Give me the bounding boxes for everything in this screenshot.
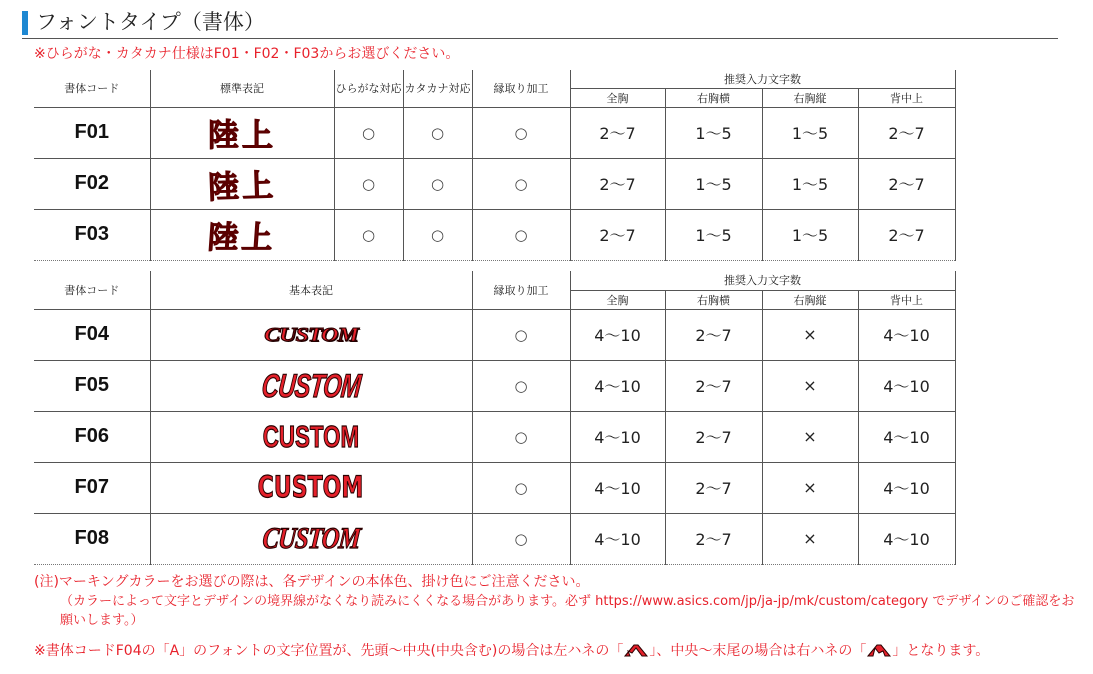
footnote-f04-a-position [34,641,989,663]
chest-count: 4～10 [570,309,665,360]
border-support: ○ [472,107,570,158]
font-sample [150,309,472,360]
table-row [34,360,955,411]
a-left-hook-icon [623,643,649,663]
page-title: フォントタイプ（書体） [36,10,265,34]
font-sample [150,513,472,564]
font-code: F05 [34,360,150,411]
right-h-count: 2～7 [665,360,762,411]
font-sample [150,209,334,260]
chest-count: 4～10 [570,360,665,411]
right-h-count: 1～5 [665,158,762,209]
font-sample [150,462,472,513]
right-h-count: 2～7 [665,462,762,513]
header-katakana: カタカナ対応 [403,70,472,107]
table-row [34,158,955,209]
footnote-text-a: ※書体コードF04の「A」のフォントの文字位置が、先頭～中央(中央含む)の場合は左ハネの「 [34,643,624,659]
border-support: ○ [472,158,570,209]
katakana-support: ○ [403,107,472,158]
footnote-text-b: 」、中央～末尾の場合は右ハネの「 [649,643,867,659]
header-standard: 標準表記 [150,70,334,107]
border-support: ○ [472,462,570,513]
back-count: 4～10 [858,360,955,411]
font-code: F08 [34,513,150,564]
hiragana-support: ○ [334,158,403,209]
table-row [34,513,955,564]
chest-count: 2～7 [570,107,665,158]
right-v-count: × [762,411,858,462]
header-code: 書体コード [34,70,150,107]
header-right-h: 右胸横 [665,290,762,309]
font-code: F03 [34,209,150,260]
header-hiragana: ひらがな対応 [334,70,403,107]
header-back: 背中上 [858,88,955,107]
header-code: 書体コード [34,271,150,309]
section-title [22,8,1058,39]
header-back: 背中上 [858,290,955,309]
font-code: F06 [34,411,150,462]
header-right-v: 右胸縦 [762,88,858,107]
right-h-count: 2～7 [665,411,762,462]
back-count: 4～10 [858,411,955,462]
font-code: F02 [34,158,150,209]
a-right-hook-icon [866,643,892,663]
back-count: 2～7 [858,107,955,158]
font-sample [150,107,334,158]
back-count: 2～7 [858,209,955,260]
sample-text: 陸上 [208,118,276,154]
header-chest: 全胸 [570,88,665,107]
sample-text: CUSTOM [264,323,358,346]
font-sample [150,411,472,462]
header-basic: 基本表記 [150,271,472,309]
katakana-support: ○ [403,158,472,209]
font-table-2 [34,271,956,565]
right-v-count: 1～5 [762,158,858,209]
header-border: 縁取り加工 [472,70,570,107]
right-v-count: 1～5 [762,107,858,158]
sample-text: 陸上 [206,220,278,255]
font-sample [150,360,472,411]
sample-text: CUSTOM [260,367,362,404]
right-h-count: 1～5 [665,209,762,260]
font-table-1 [34,70,956,261]
hiragana-support: ○ [334,209,403,260]
right-h-count: 2～7 [665,309,762,360]
font-code: F04 [34,309,150,360]
right-v-count: × [762,513,858,564]
right-v-count: 1～5 [762,209,858,260]
font-sample [150,158,334,209]
sample-text: CUSTOM [261,521,362,555]
sample-text: 陸上 [207,167,277,207]
table-row [34,462,955,513]
header-border: 縁取り加工 [472,271,570,309]
border-support: ○ [472,309,570,360]
table-row [34,411,955,462]
border-support: ○ [472,209,570,260]
footnote-text-c: 」となります。 [892,643,990,659]
back-count: 2～7 [858,158,955,209]
chest-count: 4～10 [570,411,665,462]
note-hiragana-katakana: ※ひらがな・カタカナ仕様はF01・F02・F03からお選びください。 [34,46,460,62]
chest-count: 2～7 [570,209,665,260]
border-support: ○ [472,513,570,564]
title-accent-bar [22,11,28,35]
footnote-color-detail: （カラーによって文字とデザインの境界線がなくなり読みにくくなる場合があります。必ず https://www.asics.com/jp/ja-jp/mk/custom/category でデザインのご確認をお願いします。） [60,594,1075,628]
table-row [34,107,955,158]
border-support: ○ [472,411,570,462]
table-row [34,309,955,360]
font-code: F07 [34,462,150,513]
right-v-count: × [762,462,858,513]
header-right-h: 右胸横 [665,88,762,107]
header-recommended: 推奨入力文字数 [570,271,955,290]
header-right-v: 右胸縦 [762,290,858,309]
back-count: 4～10 [858,309,955,360]
table-row [34,209,955,260]
back-count: 4～10 [858,462,955,513]
chest-count: 4～10 [570,462,665,513]
header-chest: 全胸 [570,290,665,309]
right-v-count: × [762,360,858,411]
header-recommended: 推奨入力文字数 [570,70,955,88]
chest-count: 2～7 [570,158,665,209]
right-h-count: 2～7 [665,513,762,564]
border-support: ○ [472,360,570,411]
footnote-color-caution: (注)マーキングカラーをお選びの際は、各デザインの本体色、掛け色にご注意ください。 [34,574,590,590]
back-count: 4～10 [858,513,955,564]
sample-text: CUSTOM [262,419,360,454]
right-h-count: 1～5 [665,107,762,158]
font-code: F01 [34,107,150,158]
katakana-support: ○ [403,209,472,260]
chest-count: 4～10 [570,513,665,564]
sample-text: CUSTOM [258,470,364,504]
hiragana-support: ○ [334,107,403,158]
right-v-count: × [762,309,858,360]
